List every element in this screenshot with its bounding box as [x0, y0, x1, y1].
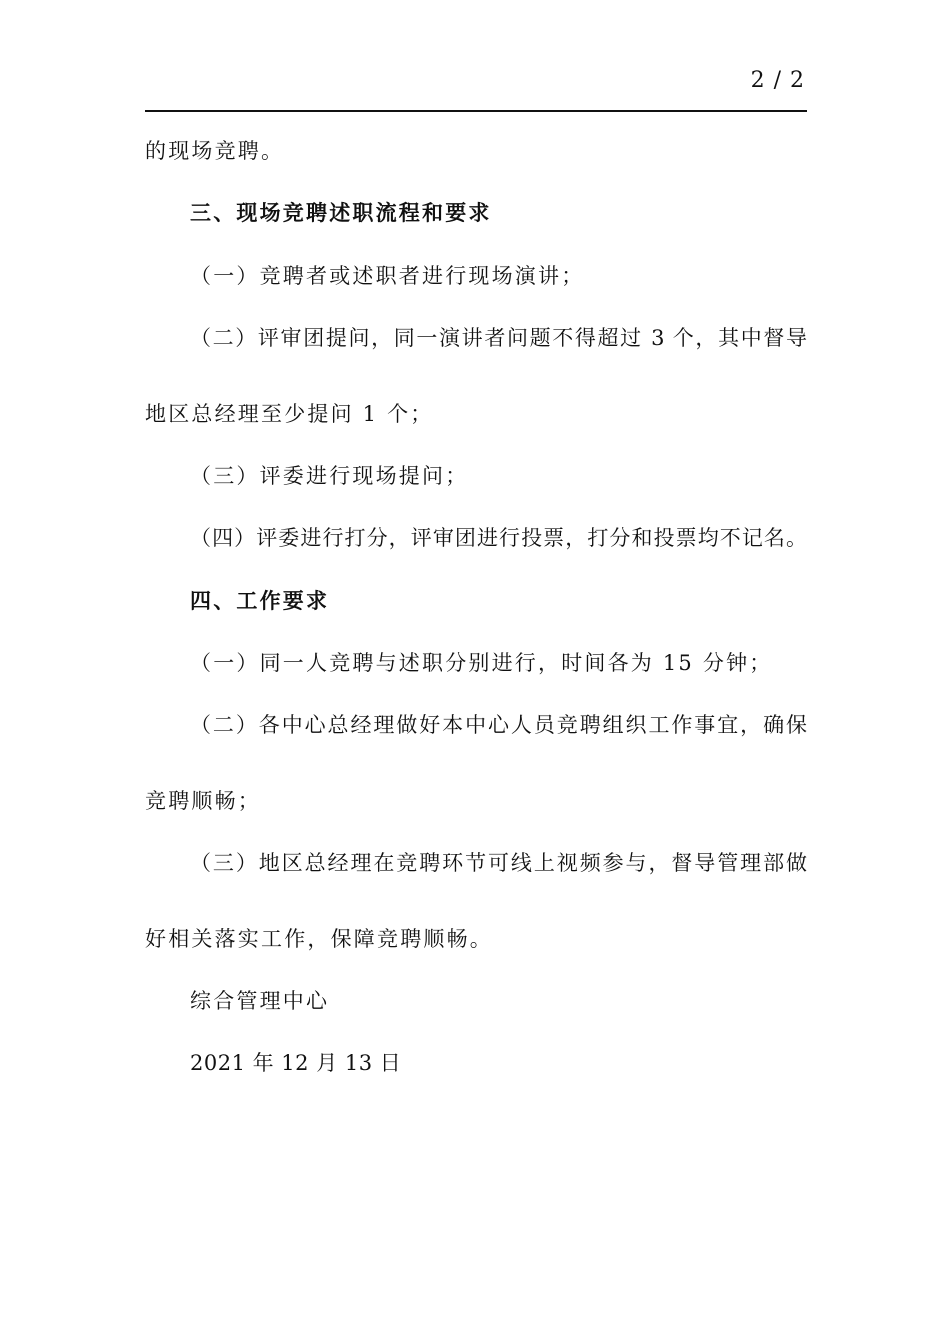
section-3-item-1: （一）竞聘者或述职者进行现场演讲； — [190, 264, 585, 288]
section-4-item-3-line-2: 好相关落实工作，保障竞聘顺畅。 — [145, 927, 493, 951]
section-3-item-2-line-1: （二）评审团提问，同一演讲者问题不得超过 3 个，其中督导 — [190, 326, 807, 350]
section-4-item-2-line-1: （二）各中心总经理做好本中心人员竞聘组织工作事宜，确保 — [190, 713, 807, 737]
section-3-item-4: （四）评委进行打分，评审团进行投票，打分和投票均不记名。 — [190, 526, 807, 550]
header-divider — [145, 110, 807, 112]
page-number: 2 / 2 — [750, 68, 805, 93]
section-4-item-3-line-1: （三）地区总经理在竞聘环节可线上视频参与，督导管理部做 — [190, 851, 807, 875]
issue-date: 2021 年 12 月 13 日 — [190, 1051, 402, 1075]
section-4-item-2-line-2: 竞聘顺畅； — [145, 789, 261, 813]
section-3-item-2-line-2: 地区总经理至少提问 1 个； — [145, 402, 434, 426]
section-3-item-3: （三）评委进行现场提问； — [190, 464, 469, 488]
paragraph-continuation: 的现场竞聘。 — [145, 139, 285, 163]
issuer-name: 综合管理中心 — [190, 989, 330, 1013]
section-3-heading: 三、现场竞聘述职流程和要求 — [190, 200, 492, 225]
section-4-heading: 四、工作要求 — [190, 588, 330, 613]
section-4-item-1: （一）同一人竞聘与述职分别进行，时间各为 15 分钟； — [190, 651, 773, 675]
